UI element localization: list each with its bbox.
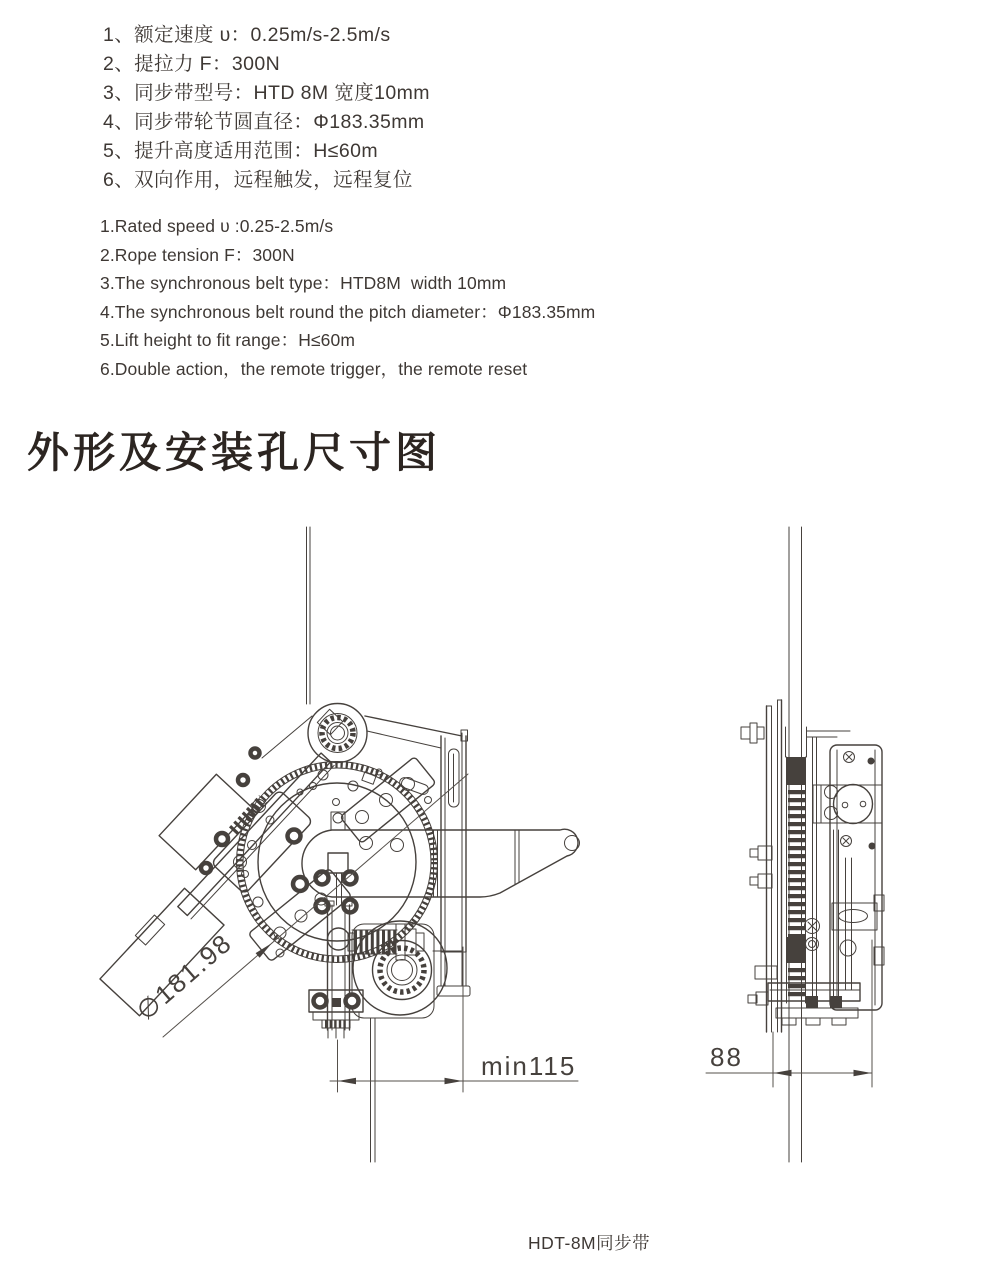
spec-line-en: 2.Rope tension F：300N <box>100 244 295 265</box>
spec-line-cn: 4、同步带轮节圆直径：Φ183.35mm <box>103 111 425 133</box>
spec-line-cn: 2、提拉力 F：300N <box>103 53 281 75</box>
spec-line-en: 3.The synchronous belt type：HTD8M width 10mm <box>100 273 507 293</box>
side-width-dimension-label: 88 <box>710 1042 743 1072</box>
rope-line-top <box>307 527 311 704</box>
min-width-dimension <box>330 947 578 1092</box>
spec-line-en: 6.Double action，the remote trigger，the remote reset <box>100 358 528 379</box>
section-title: 外形及安装孔尺寸图 <box>27 428 442 477</box>
diameter-dimension-label: ∅181.98 <box>130 927 238 1026</box>
trigger-assembly <box>100 709 343 1015</box>
spec-line-cn: 1、额定速度 υ：0.25m/s-2.5m/s <box>103 24 391 46</box>
rope-line-bottom <box>371 1018 376 1162</box>
spec-line-cn: 6、双向作用，远程触发，远程复位 <box>103 169 413 191</box>
spec-line-en: 5.Lift height to fit range：H≤60m <box>100 330 356 350</box>
side-view-drawing <box>741 527 884 1162</box>
spec-line-cn: 3、同步带型号：HTD 8M 宽度10mm <box>103 82 430 104</box>
side-bottom-bracket <box>748 983 860 1025</box>
side-rope-lines <box>789 527 802 1162</box>
spec-line-en: 1.Rated speed υ :0.25-2.5m/s <box>100 216 334 236</box>
min-width-dimension-label: min115 <box>481 1051 577 1081</box>
brake-disc <box>237 762 438 963</box>
synchronous-belt-teeth <box>786 727 807 1003</box>
guide-pulley <box>308 704 367 763</box>
spec-line-en: 4.The synchronous belt round the pitch diameter：Φ183.35mm <box>100 301 596 322</box>
guide-rails <box>325 901 352 1030</box>
drawing-caption: HDT-8M同步带 <box>528 1233 651 1253</box>
spec-line-cn: 5、提升高度适用范围：H≤60m <box>103 140 378 162</box>
